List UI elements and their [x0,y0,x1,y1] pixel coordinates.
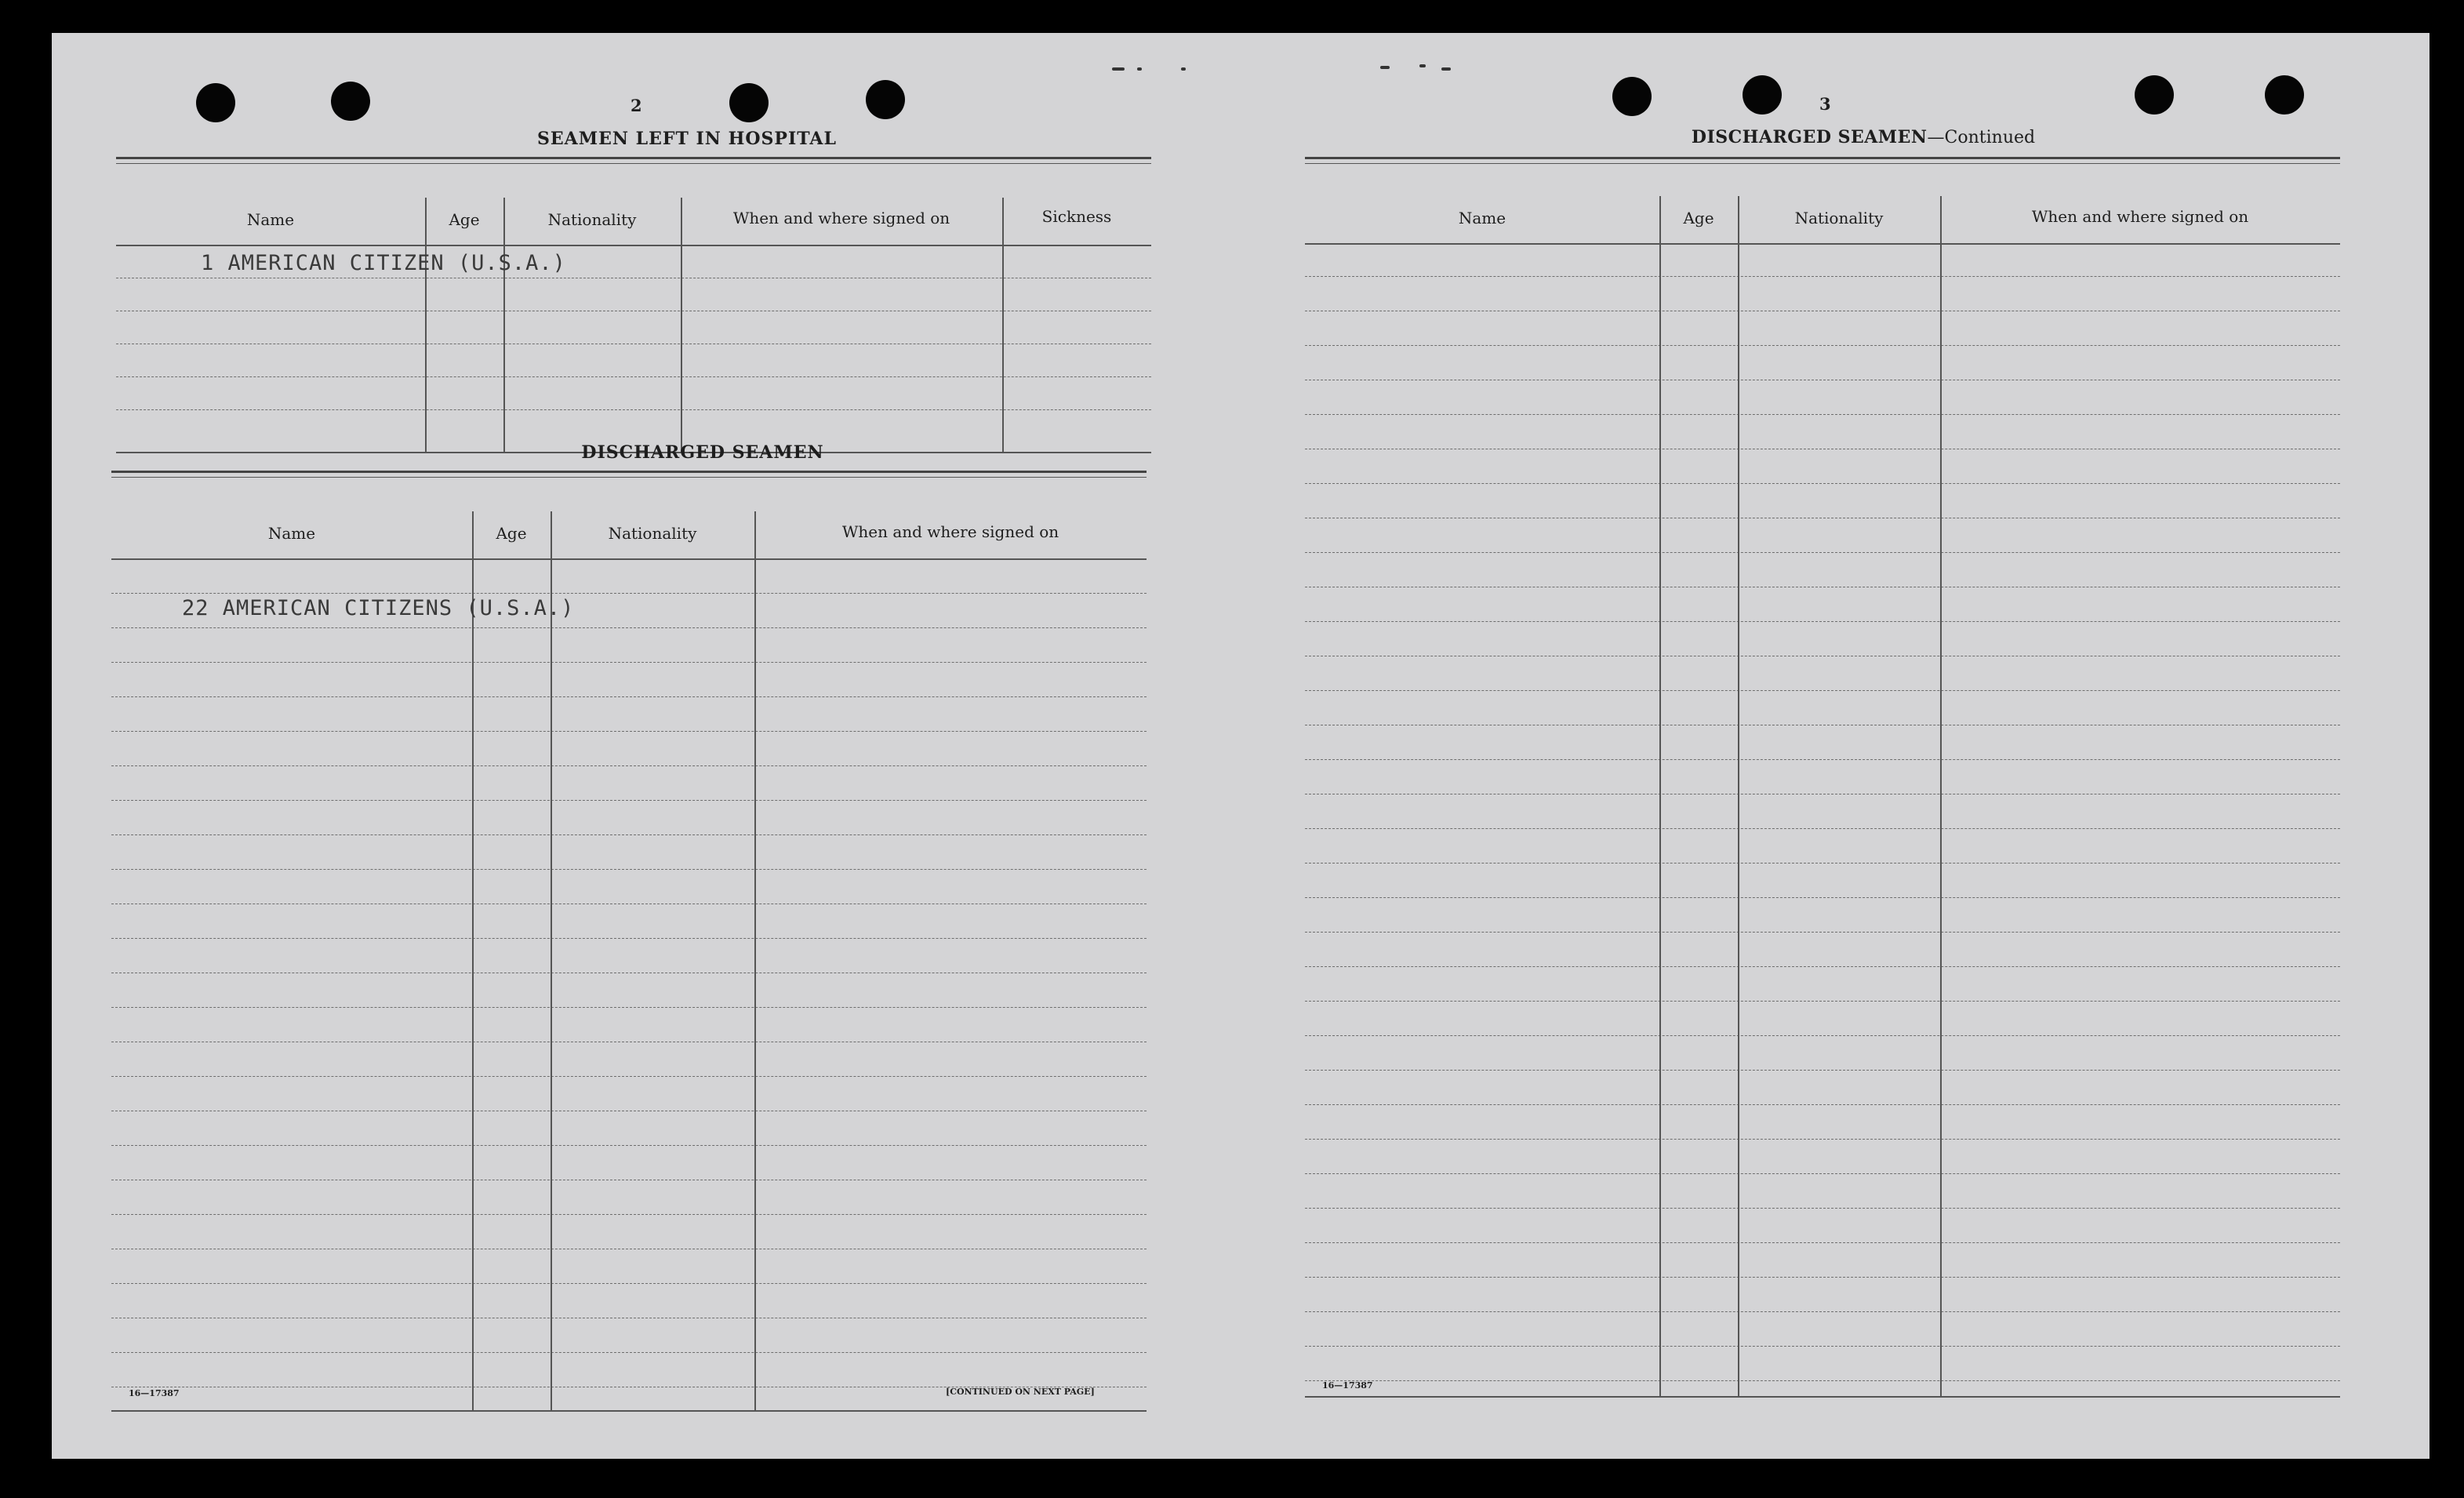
punch-hole [866,80,905,119]
punch-hole [729,83,769,122]
ink-mark [1112,67,1125,71]
punch-hole [1612,77,1652,116]
column-header-nationality: Nationality [608,524,697,543]
column-header-sickness: Sickness [1041,207,1112,226]
ink-mark [1137,67,1142,71]
discharged-continued-table [1305,157,2340,1412]
form-number-right: 16—17387 [1322,1380,1373,1391]
ink-mark [1181,67,1186,71]
discharged-continued-suffix: —Continued [1927,128,2036,147]
page-number-right: 3 [1819,94,1831,114]
discharged-section-title: DISCHARGED SEAMEN [581,442,824,463]
page-number-left: 2 [631,96,642,115]
ink-mark [1419,64,1426,67]
continued-note: [CONTINUED ON NEXT PAGE] [946,1387,1095,1397]
hospital-section-title: SEAMEN LEFT IN HOSPITAL [537,129,837,149]
punch-hole [331,82,370,121]
column-header-nationality: Nationality [1794,209,1884,227]
column-header-age: Age [1683,209,1714,227]
punch-hole [196,83,235,122]
discharged-entry: 22 AMERICAN CITIZENS (U.S.A.) [182,596,575,620]
ink-mark [1441,67,1451,71]
hospital-table [116,157,1151,455]
form-number-left: 16—17387 [129,1388,180,1398]
column-header-signed-on: When and where signed on [841,522,1059,541]
discharged-continued-title [1589,127,2138,147]
punch-hole [1743,75,1782,115]
hospital-entry: 1 AMERICAN CITIZEN (U.S.A.) [201,251,566,275]
column-header-age: Age [496,524,527,543]
column-header-name: Name [267,524,316,543]
column-header-signed-on: When and where signed on [732,209,950,227]
discharged-continued-title-main: DISCHARGED SEAMEN [1691,127,1928,147]
ink-mark [1380,66,1390,69]
column-header-nationality: Nationality [547,210,637,229]
column-header-signed-on: When and where signed on [2031,207,2249,226]
column-header-name: Name [246,210,295,229]
punch-hole [2265,75,2304,115]
punch-hole [2135,75,2174,115]
column-header-name: Name [1458,209,1506,227]
document-sheet [52,33,2429,1459]
column-header-age: Age [449,210,480,229]
